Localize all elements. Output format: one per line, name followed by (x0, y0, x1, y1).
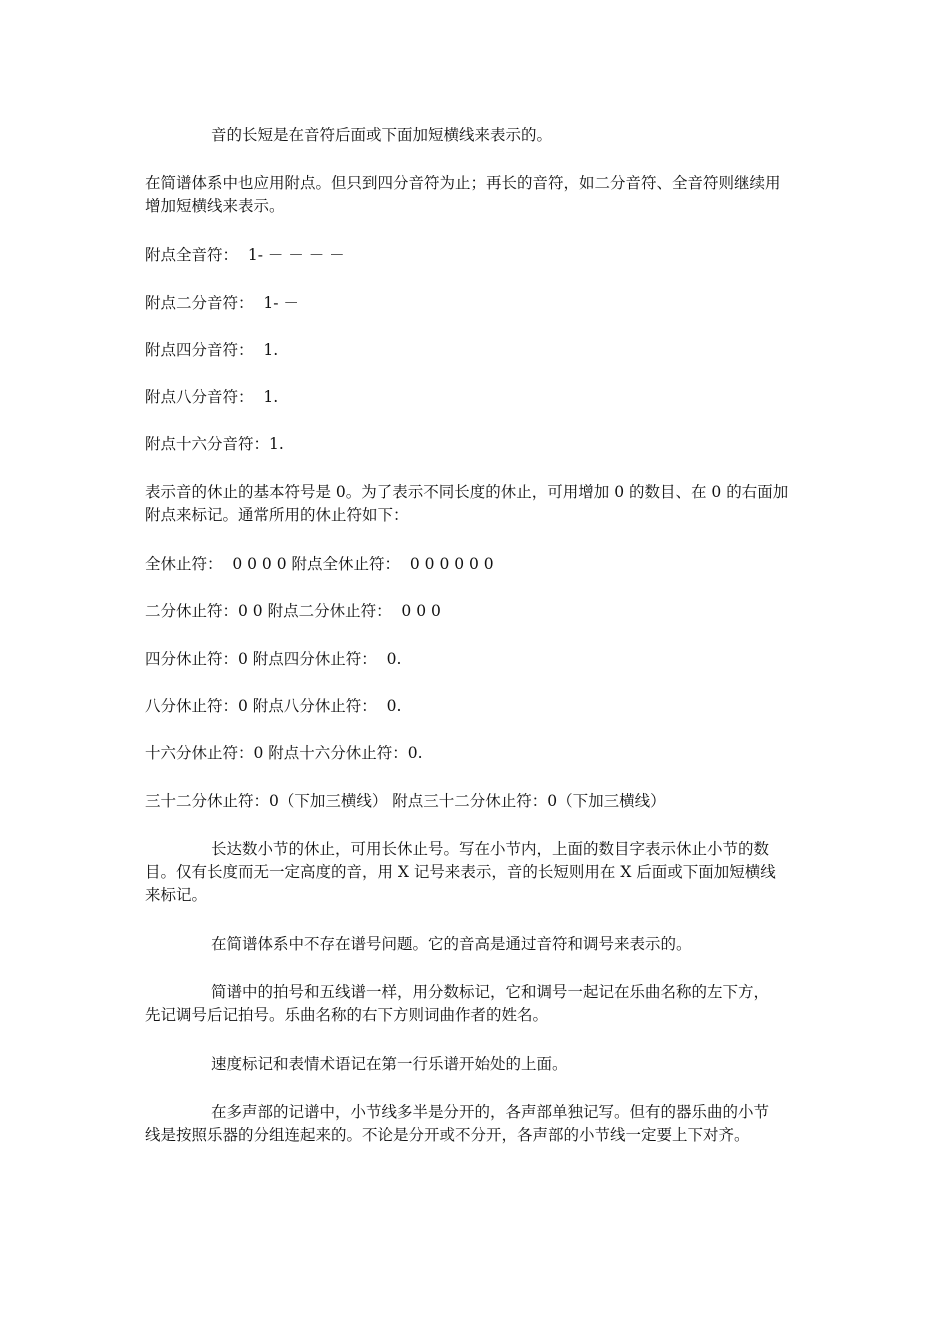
text-line: 长达数小节的休止，可用长休止号。写在小节内，上面的数目字表示休止小节的数 (211, 840, 770, 858)
sixteenth-rest-line (145, 742, 810, 765)
text-line: 速度标记和表情术语记在第一行乐谱开始处的上面。 (211, 1055, 568, 1073)
text-line: 八分休止符：0 附点八分休止符： 0. (145, 697, 402, 715)
text-line: 表示音的休止的基本符号是 0。为了表示不同长度的休止，可用增加 0 的数目、在 0 的右面加 (145, 483, 789, 501)
text-line: 十六分休止符：0 附点十六分休止符：0. (145, 744, 423, 762)
quarter-rest-line (145, 648, 810, 671)
text-line: 附点四分音符： 1. (145, 341, 279, 359)
dotted-sixteenth-note-line (145, 433, 810, 456)
paragraph-multipart (145, 1101, 810, 1147)
paragraph-tempo (145, 1053, 810, 1076)
text-line: 在简谱体系中不存在谱号问题。它的音高是通过音符和调号来表示的。 (211, 935, 692, 953)
text-line: 三十二分休止符：0（下加三横线） 附点三十二分休止符：0（下加三横线） (145, 792, 666, 810)
half-rest-line (145, 600, 810, 623)
paragraph-clef (145, 933, 810, 956)
eighth-rest-line (145, 695, 810, 718)
text-line: 先记调号后记拍号。乐曲名称的右下方则词曲作者的姓名。 (145, 1006, 549, 1024)
thirty-second-rest-line (145, 790, 810, 813)
paragraph-rest-intro (145, 481, 810, 527)
text-line: 简谱中的拍号和五线谱一样，用分数标记，它和调号一起记在乐曲名称的左下方， (211, 983, 770, 1001)
text-line: 全休止符： 0 0 0 0 附点全休止符： 0 0 0 0 0 0 (145, 555, 494, 573)
dotted-quarter-note-line (145, 339, 810, 362)
text-line: 附点八分音符： 1. (145, 388, 279, 406)
paragraph-note-length (145, 124, 810, 147)
paragraph-time-signature (145, 981, 810, 1027)
dotted-eighth-note-line (145, 386, 810, 409)
text-line: 附点十六分音符：1. (145, 435, 284, 453)
dotted-whole-note-line (145, 244, 810, 267)
text-line: 附点来标记。通常所用的休止符如下： (145, 506, 409, 524)
text-line: 音的长短是在音符后面或下面加短横线来表示的。 (211, 126, 553, 144)
text-line: 线是按照乐器的分组连起来的。不论是分开或不分开，各声部的小节线一定要上下对齐。 (145, 1126, 750, 1144)
dotted-half-note-line (145, 292, 810, 315)
text-line: 附点二分音符： 1- － (145, 294, 299, 312)
paragraph-long-rest (145, 838, 810, 907)
paragraph-dotted-notes-intro (145, 172, 810, 218)
text-line: 二分休止符：0 0 附点二分休止符： 0 0 0 (145, 602, 441, 620)
text-line: 在简谱体系中也应用附点。但只到四分音符为止；再长的音符，如二分音符、全音符则继续用 (145, 174, 781, 192)
whole-rest-line (145, 553, 810, 576)
text-line: 四分休止符：0 附点四分休止符： 0. (145, 650, 402, 668)
text-line: 目。仅有长度而无一定高度的音，用 X 记号来表示，音的长短则用在 X 后面或下面加短横线 (145, 863, 776, 881)
text-line: 在多声部的记谱中，小节线多半是分开的，各声部单独记写。但有的器乐曲的小节 (211, 1103, 770, 1121)
text-line: 增加短横线来表示。 (145, 197, 285, 215)
text-line: 附点全音符： 1- － － － － (145, 246, 345, 264)
text-line: 来标记。 (145, 886, 208, 904)
